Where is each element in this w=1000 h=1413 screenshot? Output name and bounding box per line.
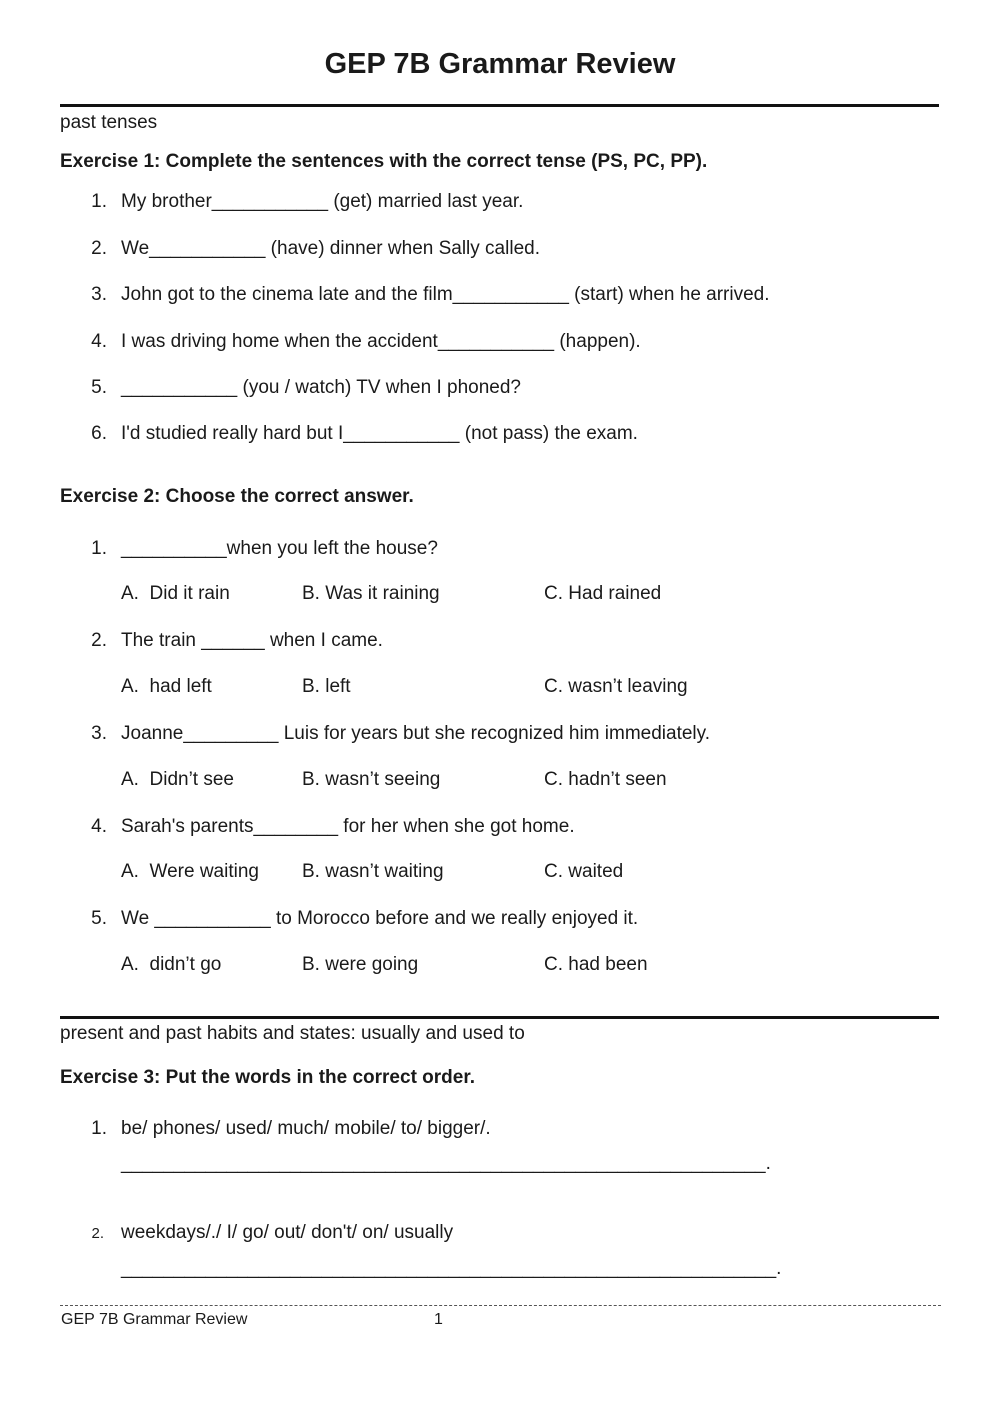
list-number: 4. — [91, 331, 107, 352]
option-a: A. Didn’t see — [121, 769, 234, 790]
exercise-2-heading: Exercise 2: Choose the correct answer. — [60, 486, 414, 507]
option-b: B. wasn’t seeing — [302, 769, 441, 790]
exercise-2-question: Sarah's parents________ for her when she got home. — [121, 816, 575, 837]
option-a: A. Were waiting — [121, 861, 259, 882]
list-number: 4. — [91, 816, 107, 837]
option-b: B. were going — [302, 954, 419, 975]
section-label-habits: present and past habits and states: usually and used to — [60, 1023, 525, 1044]
option-b: B. Was it raining — [302, 583, 440, 604]
exercise-3-item: be/ phones/ used/ much/ mobile/ to/ bigger/. — [121, 1118, 491, 1139]
section-label-past-tenses: past tenses — [60, 112, 158, 133]
exercise-2-question: __________when you left the house? — [121, 538, 438, 559]
list-number: 2. — [91, 630, 107, 651]
exercise-1-item: I was driving home when the accident___________ (happen). — [121, 331, 641, 352]
list-number: 6. — [91, 423, 107, 444]
exercise-2-question: The train ______ when I came. — [121, 630, 383, 651]
list-number: 3. — [91, 723, 107, 744]
list-number: 5. — [91, 908, 107, 929]
exercise-2-question: We ___________ to Morocco before and we really enjoyed it. — [121, 908, 639, 929]
option-b: B. wasn’t waiting — [302, 861, 444, 882]
option-c: C. wasn’t leaving — [544, 676, 688, 697]
footer-title: GEP 7B Grammar Review — [61, 1311, 248, 1328]
option-c: C. Had rained — [544, 583, 662, 604]
answer-line: ______________________________________________________________. — [121, 1258, 782, 1279]
list-number: 1. — [91, 538, 107, 559]
exercise-1-item: My brother___________ (get) married last year. — [121, 191, 524, 212]
option-a: A. Did it rain — [121, 583, 230, 604]
answer-line: _____________________________________________________________. — [121, 1153, 771, 1174]
exercise-1-heading: Exercise 1: Complete the sentences with the correct tense (PS, PC, PP). — [60, 151, 708, 172]
option-c: C. had been — [544, 954, 648, 975]
page-title: GEP 7B Grammar Review — [324, 48, 676, 80]
exercise-3-item: weekdays/./ I/ go/ out/ don't/ on/ usually — [121, 1222, 454, 1243]
list-number: 2. — [91, 1225, 104, 1242]
option-b: B. left — [302, 676, 351, 697]
exercise-3-heading: Exercise 3: Put the words in the correct order. — [60, 1067, 475, 1088]
footer-divider — [60, 1305, 941, 1306]
list-number: 1. — [91, 1118, 107, 1139]
option-c: C. waited — [544, 861, 624, 882]
option-a: A. didn’t go — [121, 954, 222, 975]
list-number: 5. — [91, 377, 107, 398]
page-number: 1 — [434, 1311, 443, 1328]
exercise-1-item: We___________ (have) dinner when Sally called. — [121, 238, 540, 259]
divider — [60, 1016, 939, 1019]
exercise-1-item: I'd studied really hard but I___________ (not pass) the exam. — [121, 423, 638, 444]
exercise-1-item: John got to the cinema late and the film___________ (start) when he arrived. — [121, 284, 770, 305]
option-c: C. hadn’t seen — [544, 769, 667, 790]
list-number: 3. — [91, 284, 107, 305]
option-a: A. had left — [121, 676, 212, 697]
divider — [60, 104, 939, 107]
exercise-1-item: ___________ (you / watch) TV when I phoned? — [121, 377, 521, 398]
list-number: 1. — [91, 191, 107, 212]
exercise-2-question: Joanne_________ Luis for years but she recognized him immediately. — [121, 723, 710, 744]
list-number: 2. — [91, 238, 107, 259]
